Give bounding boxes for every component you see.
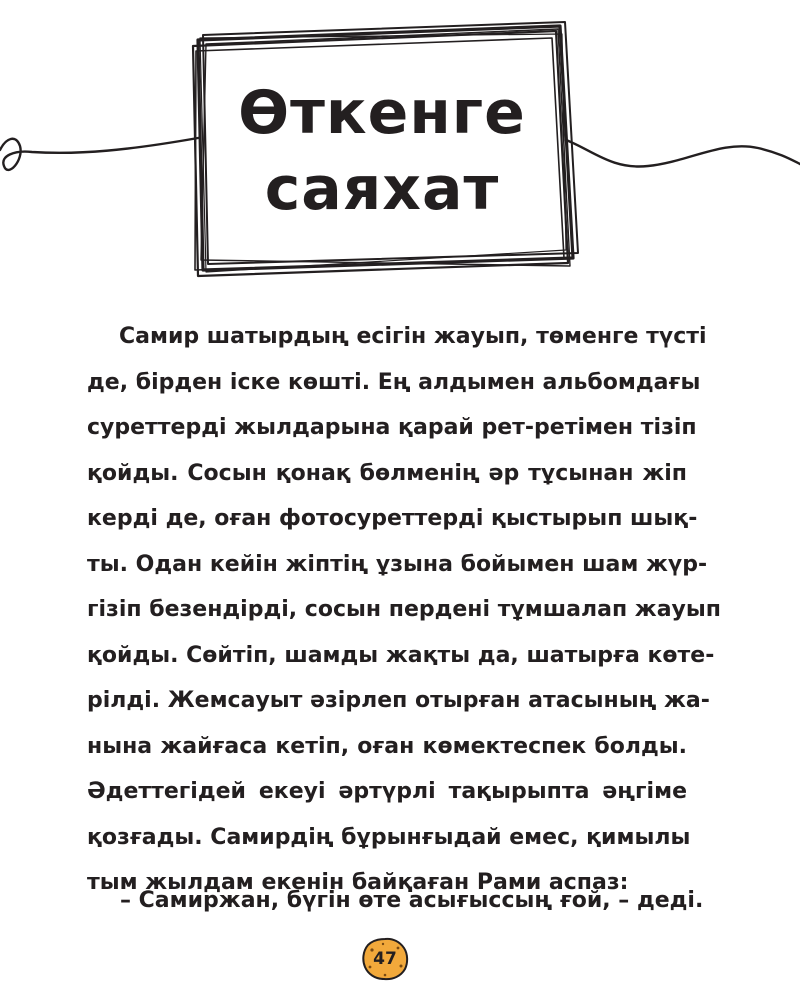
paragraph-line: қойды. Сосын қонақ бөлменің әр тұсынан жіп [87,460,687,486]
paragraph-line: Самир шатырдың есігін жауып, төменге түсті [119,324,707,349]
paragraph-line: нына жайғаса кетіп, оған көмектеспек болды. [87,733,687,759]
paragraph-line: ты. Одан кейін жіптің ұзына бойымен шам жүр- [87,551,708,577]
paragraph-line: Әдеттегідей екеуі әртүрлі тақырыпта әңгіме [87,779,687,804]
paragraph-line: де, бірден іске көшті. Ең алдымен альбомдағы [87,369,701,395]
page-number-badge [360,936,410,982]
paragraph-line: суреттерді жылдарына қарай рет-ретімен тізіп [87,415,697,440]
paragraph-line: керді де, оған фотосуреттерді қыстырып шық- [87,506,698,531]
right-string-line [566,140,800,167]
page-number: 47 [373,949,397,969]
chapter-title-line-2: саяхат [264,154,500,224]
dialogue-line: – Самиржан, бүгін өте асығыссың ғой, – деді. [120,888,704,913]
left-string-line [0,138,198,170]
chapter-title [196,30,568,272]
paragraph-line: тым жылдам екенін байқаған Рами аспаз: [87,870,629,895]
paragraph-line: қозғады. Самирдің бұрынғыдай емес, қимылы [87,824,691,850]
story-paragraph [87,314,721,906]
paragraph-line: рілді. Жемсауыт әзірлеп отырған атасының жа- [87,688,710,713]
paragraph-line: қойды. Сөйтіп, шамды жақты да, шатырға көте- [87,642,715,668]
chapter-title-line-1: Өткенге [238,78,526,148]
paragraph-line: гізіп безендірді, сосын пердені тұмшалап жауып [87,597,721,622]
